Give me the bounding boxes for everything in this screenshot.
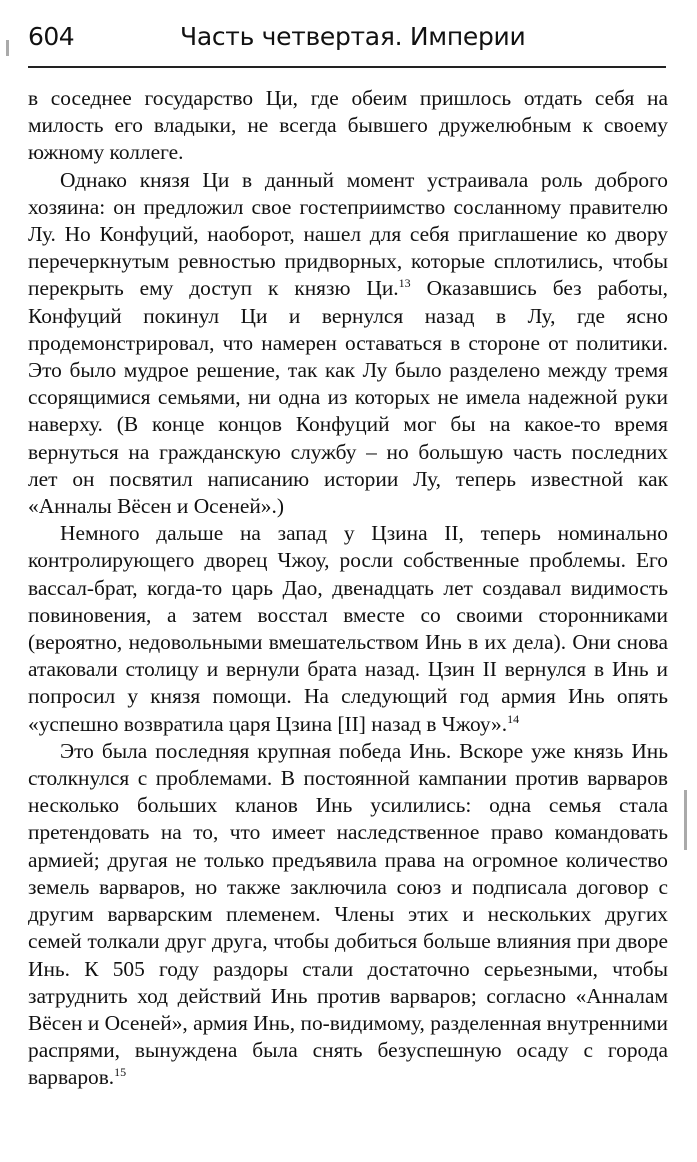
margin-mark-left (6, 40, 9, 56)
paragraph (28, 167, 668, 521)
page-header (28, 22, 668, 62)
footnote-marker: 13 (398, 276, 411, 291)
paragraph-text: Это была последняя крупная победа Инь. Вскоре уже князь Инь столкнулся с проблемами. В постоянной кампании против варваров несколько больших кланов Инь усилились: одна семья стала претендовать на то, что имеет наследственное право командовать армией; другая не только предъявила права на огромное количество земель варваров, но также заключила союз и подписала договор с другим варварским племенем. Члены этих и нескольких других семей толкали друг друга, чтобы добиться больше влияния при дворе Инь. К 505 году раздоры стали достаточно серьезными, чтобы затруднить ход действий Инь против варваров; согласно «Анналам Вёсен и Осеней», армия Инь, по-видимому, разделенная внутренними распрями, вынуждена была снять безуспешную осаду с города варваров. (28, 738, 668, 1090)
paragraph (28, 520, 668, 738)
paragraph-text: Однако князя Ци в данный момент устраивала роль доброго хозяина: он предложил свое гостеприимство сосланному правителю Лу. Но Конфуций, наоборот, нашел для себя приглашение ко двору перечеркнутым ревностью придворных, которые сплотились, чтобы перекрыть ему доступ к князю Ци. (28, 167, 668, 301)
margin-mark-right (684, 790, 687, 850)
paragraph (28, 738, 668, 1092)
footnote-marker: 15 (114, 1065, 127, 1080)
header-rule (28, 66, 666, 68)
footnote-marker: 14 (507, 711, 520, 726)
body-text (28, 85, 668, 1092)
paragraph-text: Немного дальше на запад у Цзина II, теперь номинально контролирующего дворец Чжоу, росли собственные проблемы. Его вассал-брат, когда-то царь Дао, двенадцать лет создавал видимость повиновения, а затем восстал вместе со своими сторонниками (вероятно, недовольными вмешательством Инь в их дела). Они снова атаковали столицу и вернули брата назад. Цзин II вернулся в Инь и попросил у князя помощи. На следующий год армия Инь опять «успешно возвратила царя Цзина [II] назад в Чжоу». (28, 521, 668, 736)
page-number: 604 (28, 22, 75, 51)
paragraph-text: в соседнее государство Ци, где обеим пришлось отдать себя на милость его владыки, не всегда бывшего дружелюбным к своему южному коллеге. (28, 86, 668, 165)
running-title: Часть четвертая. Империи (180, 22, 526, 51)
paragraph (28, 85, 668, 167)
paragraph-text: Оказавшись без работы, Конфуций покинул Ци и вернулся назад в Лу, где ясно продемонстрировал, что намерен оставаться в стороне от политики. Это было мудрое решение, так как Лу было разделено между тремя ссорящимися семьями, ни одна из которых не имела надежной руки наверху. (В конце концов Конфуций мог бы на какое-то время вернуться на гражданскую службу – но большую часть последних лет он посвятил написанию истории Лу, теперь известной как «Анналы Вёсен и Осеней».) (28, 276, 669, 519)
